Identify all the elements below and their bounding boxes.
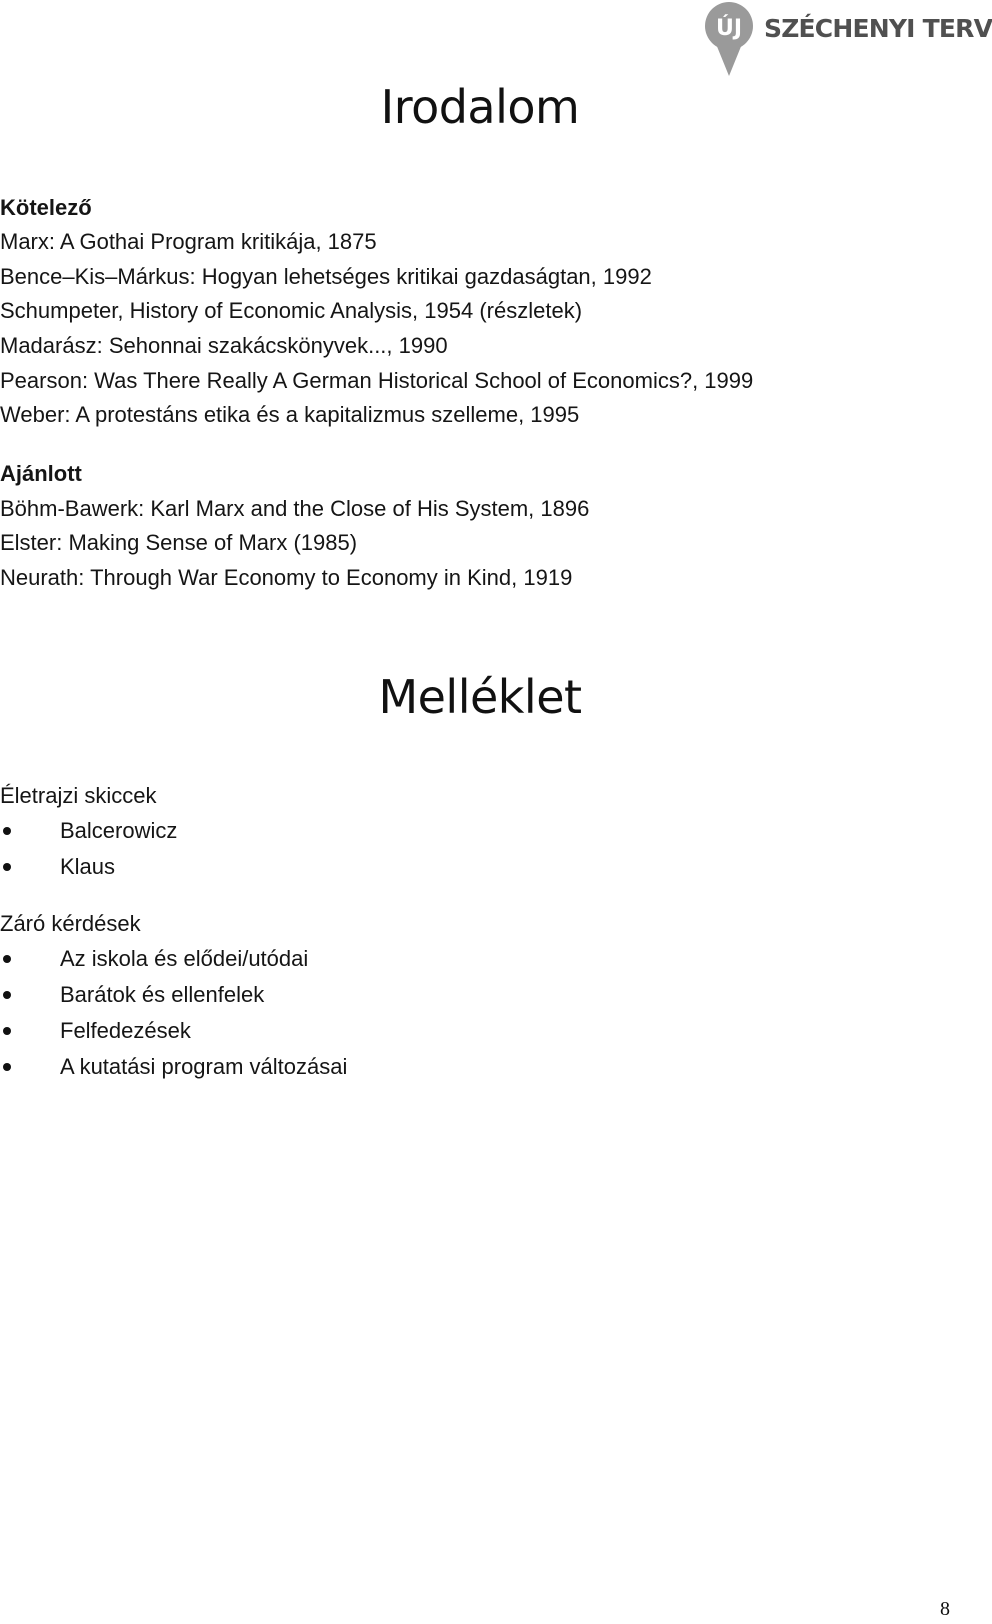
- list-item-label: Az iskola és elődei/utódai: [60, 946, 309, 971]
- zaro-heading: Záró kérdések: [0, 911, 141, 936]
- eletrajzi-heading: Életrajzi skiccek: [0, 783, 157, 808]
- bullet-icon: [3, 827, 11, 835]
- bullet-icon: [3, 1063, 11, 1071]
- ajanlott-heading: Ajánlott: [0, 461, 82, 486]
- irodalom-title: Irodalom: [380, 80, 580, 134]
- ajanlott-item: Böhm-Bawerk: Karl Marx and the Close of His System, 1896: [0, 496, 590, 521]
- bullet-icon: [3, 863, 11, 871]
- ajanlott-item: Elster: Making Sense of Marx (1985): [0, 530, 358, 555]
- bullet-icon: [3, 1027, 11, 1035]
- kotelezo-item: Weber: A protestáns etika és a kapitalizmus szelleme, 1995: [0, 402, 580, 427]
- kotelezo-item: Pearson: Was There Really A German Historical School of Economics?, 1999: [0, 368, 754, 393]
- ajanlott-item: Neurath: Through War Economy to Economy in Kind, 1919: [0, 565, 573, 590]
- szechenyi-terv-logo: [702, 0, 992, 80]
- melleklet-title: Melléklet: [378, 670, 582, 724]
- list-item-label: Felfedezések: [60, 1018, 191, 1043]
- kotelezo-heading: Kötelező: [0, 195, 92, 220]
- logo-badge-text: ÚJ: [715, 16, 743, 41]
- list-item-label: A kutatási program változásai: [60, 1054, 348, 1079]
- bullet-icon: [3, 991, 11, 999]
- logo-text: SZÉCHENYI TERV: [764, 14, 992, 43]
- list-item-label: Klaus: [60, 854, 116, 879]
- kotelezo-item: Madarász: Sehonnai szakácskönyvek..., 1990: [0, 333, 448, 358]
- page-number: 8: [940, 1598, 950, 1620]
- logo-badge-icon: [702, 0, 762, 80]
- kotelezo-item: Schumpeter, History of Economic Analysis, 1954 (részletek): [0, 298, 583, 323]
- kotelezo-item: Bence–Kis–Márkus: Hogyan lehetséges kritikai gazdaságtan, 1992: [0, 264, 652, 289]
- kotelezo-item: Marx: A Gothai Program kritikája, 1875: [0, 229, 377, 254]
- list-item-label: Balcerowicz: [60, 818, 178, 843]
- bullet-icon: [3, 955, 11, 963]
- list-item-label: Barátok és ellenfelek: [60, 982, 265, 1007]
